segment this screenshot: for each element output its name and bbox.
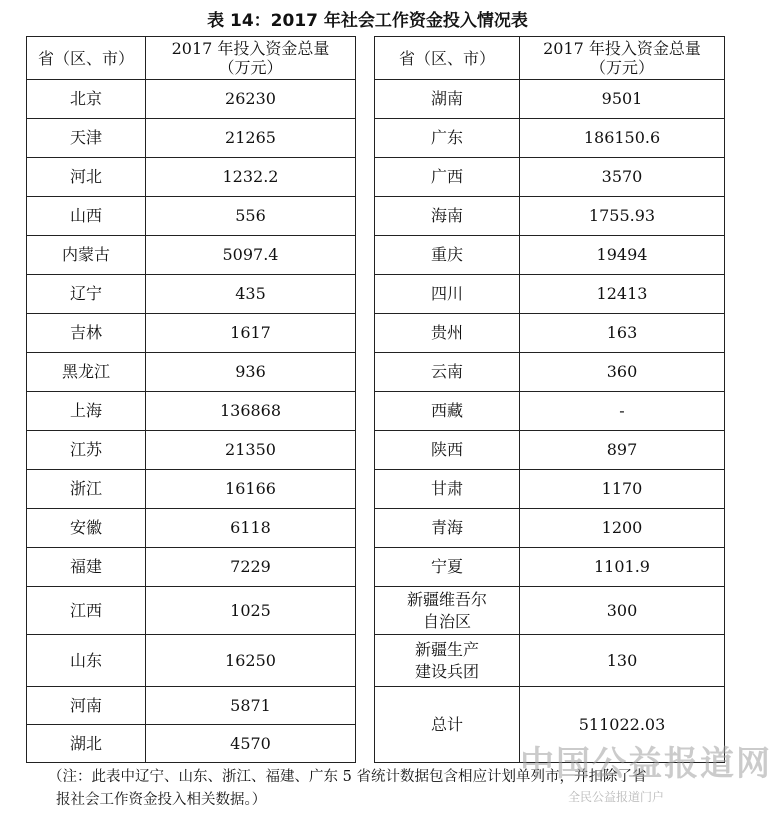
- amount-cell: 1232.2: [146, 158, 356, 197]
- province-cell: 云南: [375, 353, 520, 392]
- table-row: [375, 314, 725, 353]
- amount-cell: 936: [146, 353, 356, 392]
- amount-cell: 1200: [520, 509, 725, 548]
- province-cell: [375, 587, 520, 635]
- province-cell: 青海: [375, 509, 520, 548]
- amount-cell: 897: [520, 431, 725, 470]
- header-amount-line2: （万元）: [589, 58, 654, 77]
- table-header-row: [27, 37, 356, 80]
- amount-cell: 556: [146, 197, 356, 236]
- amount-cell: 16250: [146, 635, 356, 687]
- table-row: [27, 119, 356, 158]
- province-line2: 建设兵团: [414, 661, 479, 681]
- header-province: 省（区、市）: [375, 37, 520, 80]
- amount-cell: 19494: [520, 236, 725, 275]
- table-row: [375, 392, 725, 431]
- table-row: [27, 275, 356, 314]
- province-line1: 新疆生产: [414, 639, 479, 659]
- province-cell: 广西: [375, 158, 520, 197]
- table-row: [27, 431, 356, 470]
- province-cell: 海南: [375, 197, 520, 236]
- table-row: [27, 635, 356, 687]
- table-row: [27, 509, 356, 548]
- amount-cell: 360: [520, 353, 725, 392]
- header-amount-line2: （万元）: [218, 58, 283, 77]
- table-row: [27, 236, 356, 275]
- table-row: [375, 236, 725, 275]
- province-cell: 内蒙古: [27, 236, 146, 275]
- table-row: [27, 197, 356, 236]
- province-cell: 吉林: [27, 314, 146, 353]
- table-header-row: [375, 37, 725, 80]
- right-table: [374, 36, 725, 763]
- table-row: [375, 275, 725, 314]
- note-line2: 报社会工作资金投入相关数据。）: [56, 792, 267, 808]
- province-cell: 广东: [375, 119, 520, 158]
- province-line1: 新疆维吾尔: [406, 589, 487, 609]
- watermark: [520, 736, 772, 812]
- province-cell: 天津: [27, 119, 146, 158]
- amount-cell: 1755.93: [520, 197, 725, 236]
- table-row: [375, 197, 725, 236]
- table-row: [27, 158, 356, 197]
- province-cell: 四川: [375, 275, 520, 314]
- province-cell: 福建: [27, 548, 146, 587]
- amount-cell: 1025: [146, 587, 356, 635]
- table-row: [375, 470, 725, 509]
- amount-cell: 7229: [146, 548, 356, 587]
- amount-cell: 186150.6: [520, 119, 725, 158]
- amount-cell: 21350: [146, 431, 356, 470]
- funding-tables: [26, 36, 725, 764]
- province-cell: 上海: [27, 392, 146, 431]
- amount-cell: 12413: [520, 275, 725, 314]
- table-row: [375, 635, 725, 687]
- amount-cell: 4570: [146, 725, 356, 763]
- table-row: [375, 353, 725, 392]
- amount-cell: 3570: [520, 158, 725, 197]
- watermark-slogan: 全民公益报道门户: [568, 790, 665, 804]
- header-amount-line1: 2017 年投入资金总量: [171, 39, 330, 58]
- province-cell: 安徽: [27, 509, 146, 548]
- amount-cell: 26230: [146, 80, 356, 119]
- province-cell: 江苏: [27, 431, 146, 470]
- header-amount-line1: 2017 年投入资金总量: [543, 39, 701, 58]
- province-cell: 北京: [27, 80, 146, 119]
- amount-cell: 21265: [146, 119, 356, 158]
- table-row: [27, 470, 356, 509]
- amount-cell: 6118: [146, 509, 356, 548]
- province-line2: 自治区: [422, 611, 471, 631]
- total-value: 511022.03: [520, 687, 725, 763]
- header-amount: [520, 37, 725, 80]
- table-row: [375, 431, 725, 470]
- province-cell: 山西: [27, 197, 146, 236]
- table-row: [375, 548, 725, 587]
- amount-cell: 1101.9: [520, 548, 725, 587]
- province-cell: 陕西: [375, 431, 520, 470]
- province-cell: 宁夏: [375, 548, 520, 587]
- amount-cell: 300: [520, 587, 725, 635]
- province-cell: 河南: [27, 687, 146, 725]
- table-row: [27, 353, 356, 392]
- table-row: [27, 548, 356, 587]
- amount-cell: 9501: [520, 80, 725, 119]
- amount-cell: 1170: [520, 470, 725, 509]
- province-cell: 黑龙江: [27, 353, 146, 392]
- table-row: [27, 392, 356, 431]
- province-cell: 河北: [27, 158, 146, 197]
- table-row: [27, 687, 356, 725]
- table-row: [375, 158, 725, 197]
- amount-cell: 16166: [146, 470, 356, 509]
- amount-cell: 1617: [146, 314, 356, 353]
- province-cell: 山东: [27, 635, 146, 687]
- amount-cell: 136868: [146, 392, 356, 431]
- total-label: 总计: [375, 687, 520, 763]
- province-cell: 贵州: [375, 314, 520, 353]
- amount-cell: 5097.4: [146, 236, 356, 275]
- table-title: 表 14：2017 年社会工作资金投入情况表: [207, 11, 528, 31]
- table-row: [375, 119, 725, 158]
- watermark-logo-text: 中国公益报道网: [520, 744, 772, 784]
- province-cell: 江西: [27, 587, 146, 635]
- province-cell: 湖南: [375, 80, 520, 119]
- table-row: [27, 80, 356, 119]
- header-amount: [146, 37, 356, 80]
- table-row: [27, 725, 356, 763]
- table-row: [375, 509, 725, 548]
- amount-cell: 435: [146, 275, 356, 314]
- table-row: [27, 314, 356, 353]
- amount-cell: -: [520, 392, 725, 431]
- province-cell: 重庆: [375, 236, 520, 275]
- left-table: [26, 36, 356, 763]
- table-row: [375, 80, 725, 119]
- province-cell: 西藏: [375, 392, 520, 431]
- amount-cell: 163: [520, 314, 725, 353]
- province-cell: 甘肃: [375, 470, 520, 509]
- province-cell: 湖北: [27, 725, 146, 763]
- province-cell: 浙江: [27, 470, 146, 509]
- table-row: [27, 587, 356, 635]
- province-cell: [375, 635, 520, 687]
- amount-cell: 5871: [146, 687, 356, 725]
- amount-cell: 130: [520, 635, 725, 687]
- table-row: [375, 587, 725, 635]
- note-line1: （注：此表中辽宁、山东、浙江、福建、广东 5 省统计数据包含相应计划单列市，并扣除了省: [48, 769, 647, 785]
- province-cell: 辽宁: [27, 275, 146, 314]
- header-province: 省（区、市）: [27, 37, 146, 80]
